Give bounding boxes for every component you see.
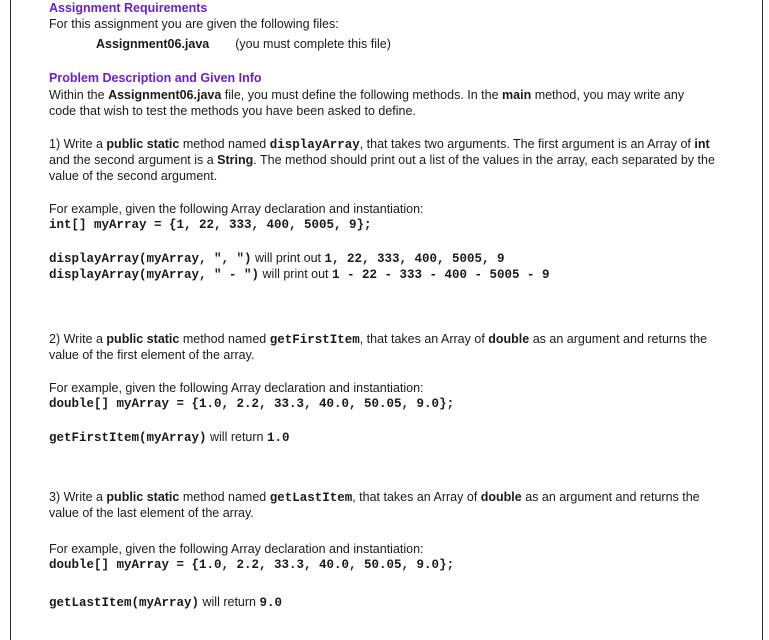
q1-declaration: int[] myArray = {1, 22, 333, 400, 5005, 9};	[49, 218, 372, 232]
code-result: 9.0	[259, 596, 282, 610]
code-call: getFirstItem(myArray)	[49, 431, 207, 445]
heading-problem-description: Problem Description and Given Info	[49, 71, 262, 85]
q2-line-2: value of the first element of the array.	[49, 348, 255, 362]
q2-example	[49, 429, 749, 446]
type-bold: String	[217, 153, 254, 167]
type-bold: double	[480, 490, 522, 504]
q1-line-1	[49, 136, 749, 153]
q2-line-1	[49, 331, 749, 348]
code-call: getLastItem(myArray)	[49, 596, 200, 610]
text: , that takes an Array of	[359, 332, 489, 346]
modifier-bold: public static	[106, 332, 180, 346]
text: method, you may write any	[531, 88, 685, 102]
text: 2) Write a	[49, 332, 107, 346]
modifier-bold: public static	[106, 137, 180, 151]
within-line-1	[49, 87, 749, 103]
text: will return	[206, 430, 267, 444]
q3-line-1	[49, 489, 749, 506]
type-bold: double	[488, 332, 530, 346]
text: and the second argument is a	[49, 153, 218, 167]
text: file, you must define the following methods. In the	[221, 88, 503, 102]
file-name-bold: Assignment06.java	[108, 88, 222, 102]
q1-example-1	[49, 250, 749, 267]
q1-line-2	[49, 152, 749, 168]
main-bold: main	[502, 88, 532, 102]
code-result: 1.0	[266, 431, 290, 445]
method-name: getLastItem	[269, 491, 353, 505]
file-line	[96, 36, 769, 52]
q3-example-intro: For example, given the following Array declaration and instantiation:	[49, 542, 424, 556]
file-name: Assignment06.java	[96, 37, 210, 51]
text: will print out	[259, 267, 332, 281]
files-intro: For this assignment you are given the following files:	[49, 17, 339, 31]
q2-declaration: double[] myArray = {1.0, 2.2, 33.3, 40.0, 50.05, 9.0};	[49, 397, 455, 411]
text: will print out	[251, 251, 325, 265]
within-line-2: code that wish to test the methods you have been asked to define.	[49, 104, 416, 118]
heading-assignment-requirements: Assignment Requirements	[49, 1, 208, 15]
code-call: displayArray(myArray, ", ")	[49, 252, 252, 266]
type-bold: int	[694, 137, 710, 151]
q3-line-2: value of the last element of the array.	[49, 506, 254, 520]
text: as an argument and returns the	[529, 332, 708, 346]
method-name: getFirstItem	[269, 333, 360, 347]
code-result: 1, 22, 333, 400, 5005, 9	[324, 252, 505, 266]
text: method named	[179, 332, 270, 346]
q1-example-intro: For example, given the following Array declaration and instantiation:	[49, 202, 424, 216]
file-note: (you must complete this file)	[235, 37, 391, 51]
text: 1) Write a	[49, 137, 107, 151]
method-name: displayArray	[269, 138, 360, 152]
q3-declaration: double[] myArray = {1.0, 2.2, 33.3, 40.0, 50.05, 9.0};	[49, 558, 455, 572]
text: . The method should print out a list of the values in the array, each separated by the	[253, 153, 715, 167]
text: 3) Write a	[49, 490, 107, 504]
modifier-bold: public static	[106, 490, 180, 504]
q2-example-intro: For example, given the following Array declaration and instantiation:	[49, 381, 424, 395]
code-call: displayArray(myArray, " - ")	[49, 268, 260, 282]
text: as an argument and returns the	[521, 490, 700, 504]
text: , that takes two arguments. The first argument is an Array of	[359, 137, 695, 151]
q1-line-3: value of the second argument.	[49, 169, 218, 183]
text: , that takes an Array of	[352, 490, 481, 504]
code-result: 1 - 22 - 333 - 400 - 5005 - 9	[332, 268, 550, 282]
text: method named	[179, 137, 270, 151]
q1-example-2	[49, 266, 749, 283]
text: will return	[199, 595, 260, 609]
text: Within the	[49, 88, 109, 102]
q3-example	[49, 594, 749, 611]
text: method named	[179, 490, 270, 504]
